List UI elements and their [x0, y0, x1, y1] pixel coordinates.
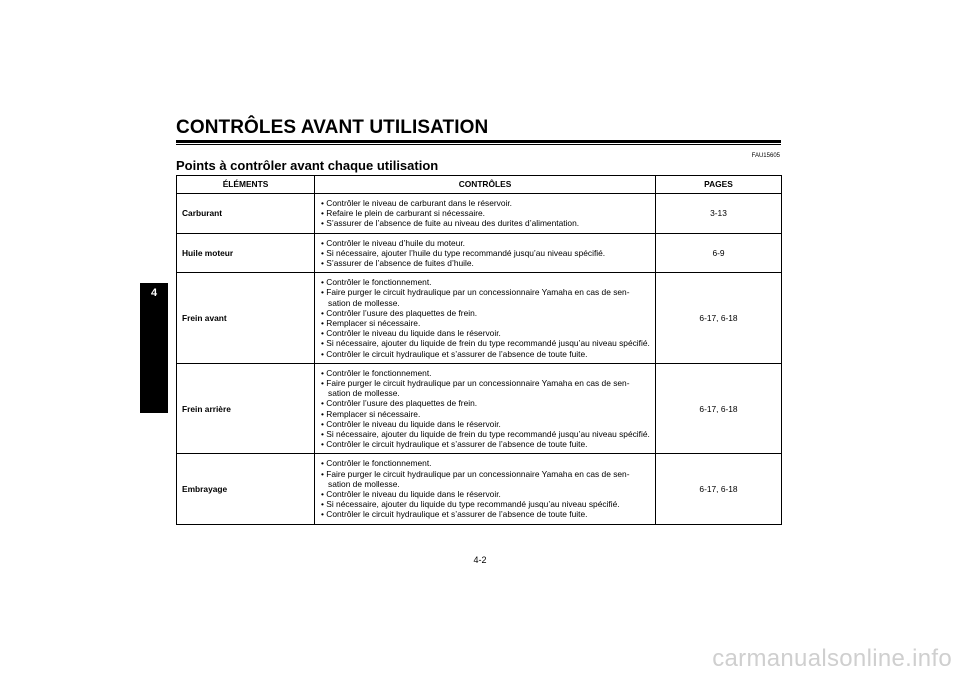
bullet-icon: • — [321, 287, 327, 298]
check-text: Refaire le plein de carburant si nécessaire. — [326, 208, 486, 219]
check-item — [319, 499, 652, 509]
check-item — [319, 409, 652, 419]
bullet-icon: • — [321, 408, 327, 419]
bullet-icon: • — [321, 258, 327, 269]
check-item — [319, 248, 652, 258]
bullet-icon: • — [321, 218, 327, 229]
check-item — [319, 318, 652, 328]
item-cell: Huile moteur — [177, 233, 315, 273]
bullet-icon: • — [321, 277, 327, 288]
check-text: Contrôler le niveau du liquide dans le réservoir. — [326, 489, 501, 500]
section-title: Points à contrôler avant chaque utilisation — [176, 158, 439, 173]
check-item — [319, 469, 652, 489]
checks-list — [319, 458, 652, 519]
watermark: carmanualsonline.info — [712, 645, 952, 672]
bullet-icon: • — [321, 318, 327, 329]
check-item — [319, 439, 652, 449]
checks-list — [319, 277, 652, 359]
check-text: S’assurer de l’absence de fuites d’huile. — [326, 258, 474, 269]
table-body — [177, 194, 782, 525]
check-item — [319, 277, 652, 287]
check-text: Contrôler l’usure des plaquettes de frein. — [326, 398, 478, 409]
check-text: Contrôler le niveau de carburant dans le réservoir. — [326, 198, 513, 208]
chapter-title: CONTRÔLES AVANT UTILISATION — [176, 117, 489, 138]
check-text: Faire purger le circuit hydraulique par un concessionnaire Yamaha en cas de sen- sation de mollesse. — [326, 378, 630, 399]
pages-cell: 6-17, 6-18 — [656, 363, 782, 454]
title-rule-thin — [176, 144, 781, 145]
check-item — [319, 509, 652, 519]
bullet-icon: • — [321, 198, 327, 208]
pages-cell: 6-9 — [656, 233, 782, 273]
bullet-icon: • — [321, 429, 327, 440]
check-text: Contrôler le circuit hydraulique et s’assurer de l’absence de toute fuite. — [326, 348, 588, 359]
table-row — [177, 194, 782, 234]
bullet-icon: • — [321, 348, 327, 359]
checks-cell — [315, 273, 656, 364]
check-text: Faire purger le circuit hydraulique par un concessionnaire Yamaha en cas de sen- sation de mollesse. — [326, 468, 630, 489]
check-text: Si nécessaire, ajouter du liquide du type recommandé jusqu’au niveau spécifié. — [326, 499, 620, 510]
bullet-icon: • — [321, 378, 327, 389]
chapter-tab — [140, 283, 168, 413]
bullet-icon: • — [321, 499, 327, 510]
check-text: Si nécessaire, ajouter du liquide de frein du type recommandé jusqu’au niveau spécifié. — [326, 338, 650, 349]
checks-cell — [315, 363, 656, 454]
check-item — [319, 349, 652, 359]
check-item — [319, 458, 652, 468]
check-item — [319, 419, 652, 429]
check-item — [319, 328, 652, 338]
check-text: Contrôler le fonctionnement. — [326, 367, 432, 378]
section-code: FAU15605 — [751, 153, 780, 159]
checks-cell — [315, 194, 656, 234]
bullet-icon: • — [321, 328, 327, 339]
bullet-icon: • — [321, 247, 327, 258]
check-item — [319, 238, 652, 248]
table-header-row — [177, 176, 782, 194]
check-text: Si nécessaire, ajouter du liquide de frein du type recommandé jusqu’au niveau spécifié. — [326, 429, 650, 440]
check-item — [319, 308, 652, 318]
check-item — [319, 258, 652, 268]
title-rule — [176, 140, 781, 143]
table-row — [177, 233, 782, 273]
check-item — [319, 378, 652, 398]
bullet-icon: • — [321, 439, 327, 450]
check-text: Contrôler le circuit hydraulique et s’assurer de l’absence de toute fuite. — [326, 439, 588, 450]
chapter-number: 4 — [150, 287, 158, 299]
checks-cell — [315, 454, 656, 524]
check-item — [319, 218, 652, 228]
item-cell: Frein arrière — [177, 363, 315, 454]
checks-list — [319, 198, 652, 229]
bullet-icon: • — [321, 468, 327, 479]
check-item — [319, 489, 652, 499]
bullet-icon: • — [321, 458, 327, 469]
checks-cell — [315, 233, 656, 273]
column-header-checks: CONTRÔLES — [315, 176, 656, 194]
checks-list — [319, 238, 652, 269]
pages-cell: 6-17, 6-18 — [656, 273, 782, 364]
checks-table — [176, 175, 782, 525]
item-cell: Embrayage — [177, 454, 315, 524]
check-text: Contrôler le fonctionnement. — [326, 277, 432, 288]
check-text: S’assurer de l’absence de fuite au niveau des durites d’alimentation. — [326, 218, 580, 229]
check-item — [319, 429, 652, 439]
pages-cell: 3-13 — [656, 194, 782, 234]
bullet-icon: • — [321, 509, 327, 520]
item-cell: Frein avant — [177, 273, 315, 364]
table-row — [177, 454, 782, 524]
check-text: Remplacer si nécessaire. — [326, 318, 421, 329]
check-text: Contrôler le circuit hydraulique et s’assurer de l’absence de toute fuite. — [326, 509, 588, 520]
check-text: Remplacer si nécessaire. — [326, 408, 421, 419]
check-item — [319, 287, 652, 307]
check-text: Contrôler le niveau d’huile du moteur. — [326, 237, 466, 248]
table-row — [177, 273, 782, 364]
bullet-icon: • — [321, 418, 327, 429]
bullet-icon: • — [321, 367, 327, 378]
page-number: 4-2 — [473, 555, 487, 565]
bullet-icon: • — [321, 398, 327, 409]
check-item — [319, 338, 652, 348]
check-text: Si nécessaire, ajouter l’huile du type recommandé jusqu’au niveau spécifié. — [326, 247, 606, 258]
check-item — [319, 368, 652, 378]
item-cell: Carburant — [177, 194, 315, 234]
check-item — [319, 198, 652, 208]
column-header-pages: PAGES — [656, 176, 782, 194]
bullet-icon: • — [321, 208, 327, 219]
bullet-icon: • — [321, 237, 327, 248]
checks-list — [319, 368, 652, 450]
check-text: Faire purger le circuit hydraulique par un concessionnaire Yamaha en cas de sen- sation de mollesse. — [326, 287, 630, 308]
bullet-icon: • — [321, 307, 327, 318]
check-text: Contrôler le fonctionnement. — [326, 458, 432, 469]
check-item — [319, 208, 652, 218]
table-row — [177, 363, 782, 454]
check-item — [319, 398, 652, 408]
column-header-items: ÉLÉMENTS — [177, 176, 315, 194]
pages-cell: 6-17, 6-18 — [656, 454, 782, 524]
bullet-icon: • — [321, 338, 327, 349]
bullet-icon: • — [321, 489, 327, 500]
check-text: Contrôler le niveau du liquide dans le réservoir. — [326, 418, 501, 429]
check-text: Contrôler l’usure des plaquettes de frein. — [326, 307, 478, 318]
check-text: Contrôler le niveau du liquide dans le réservoir. — [326, 328, 501, 339]
